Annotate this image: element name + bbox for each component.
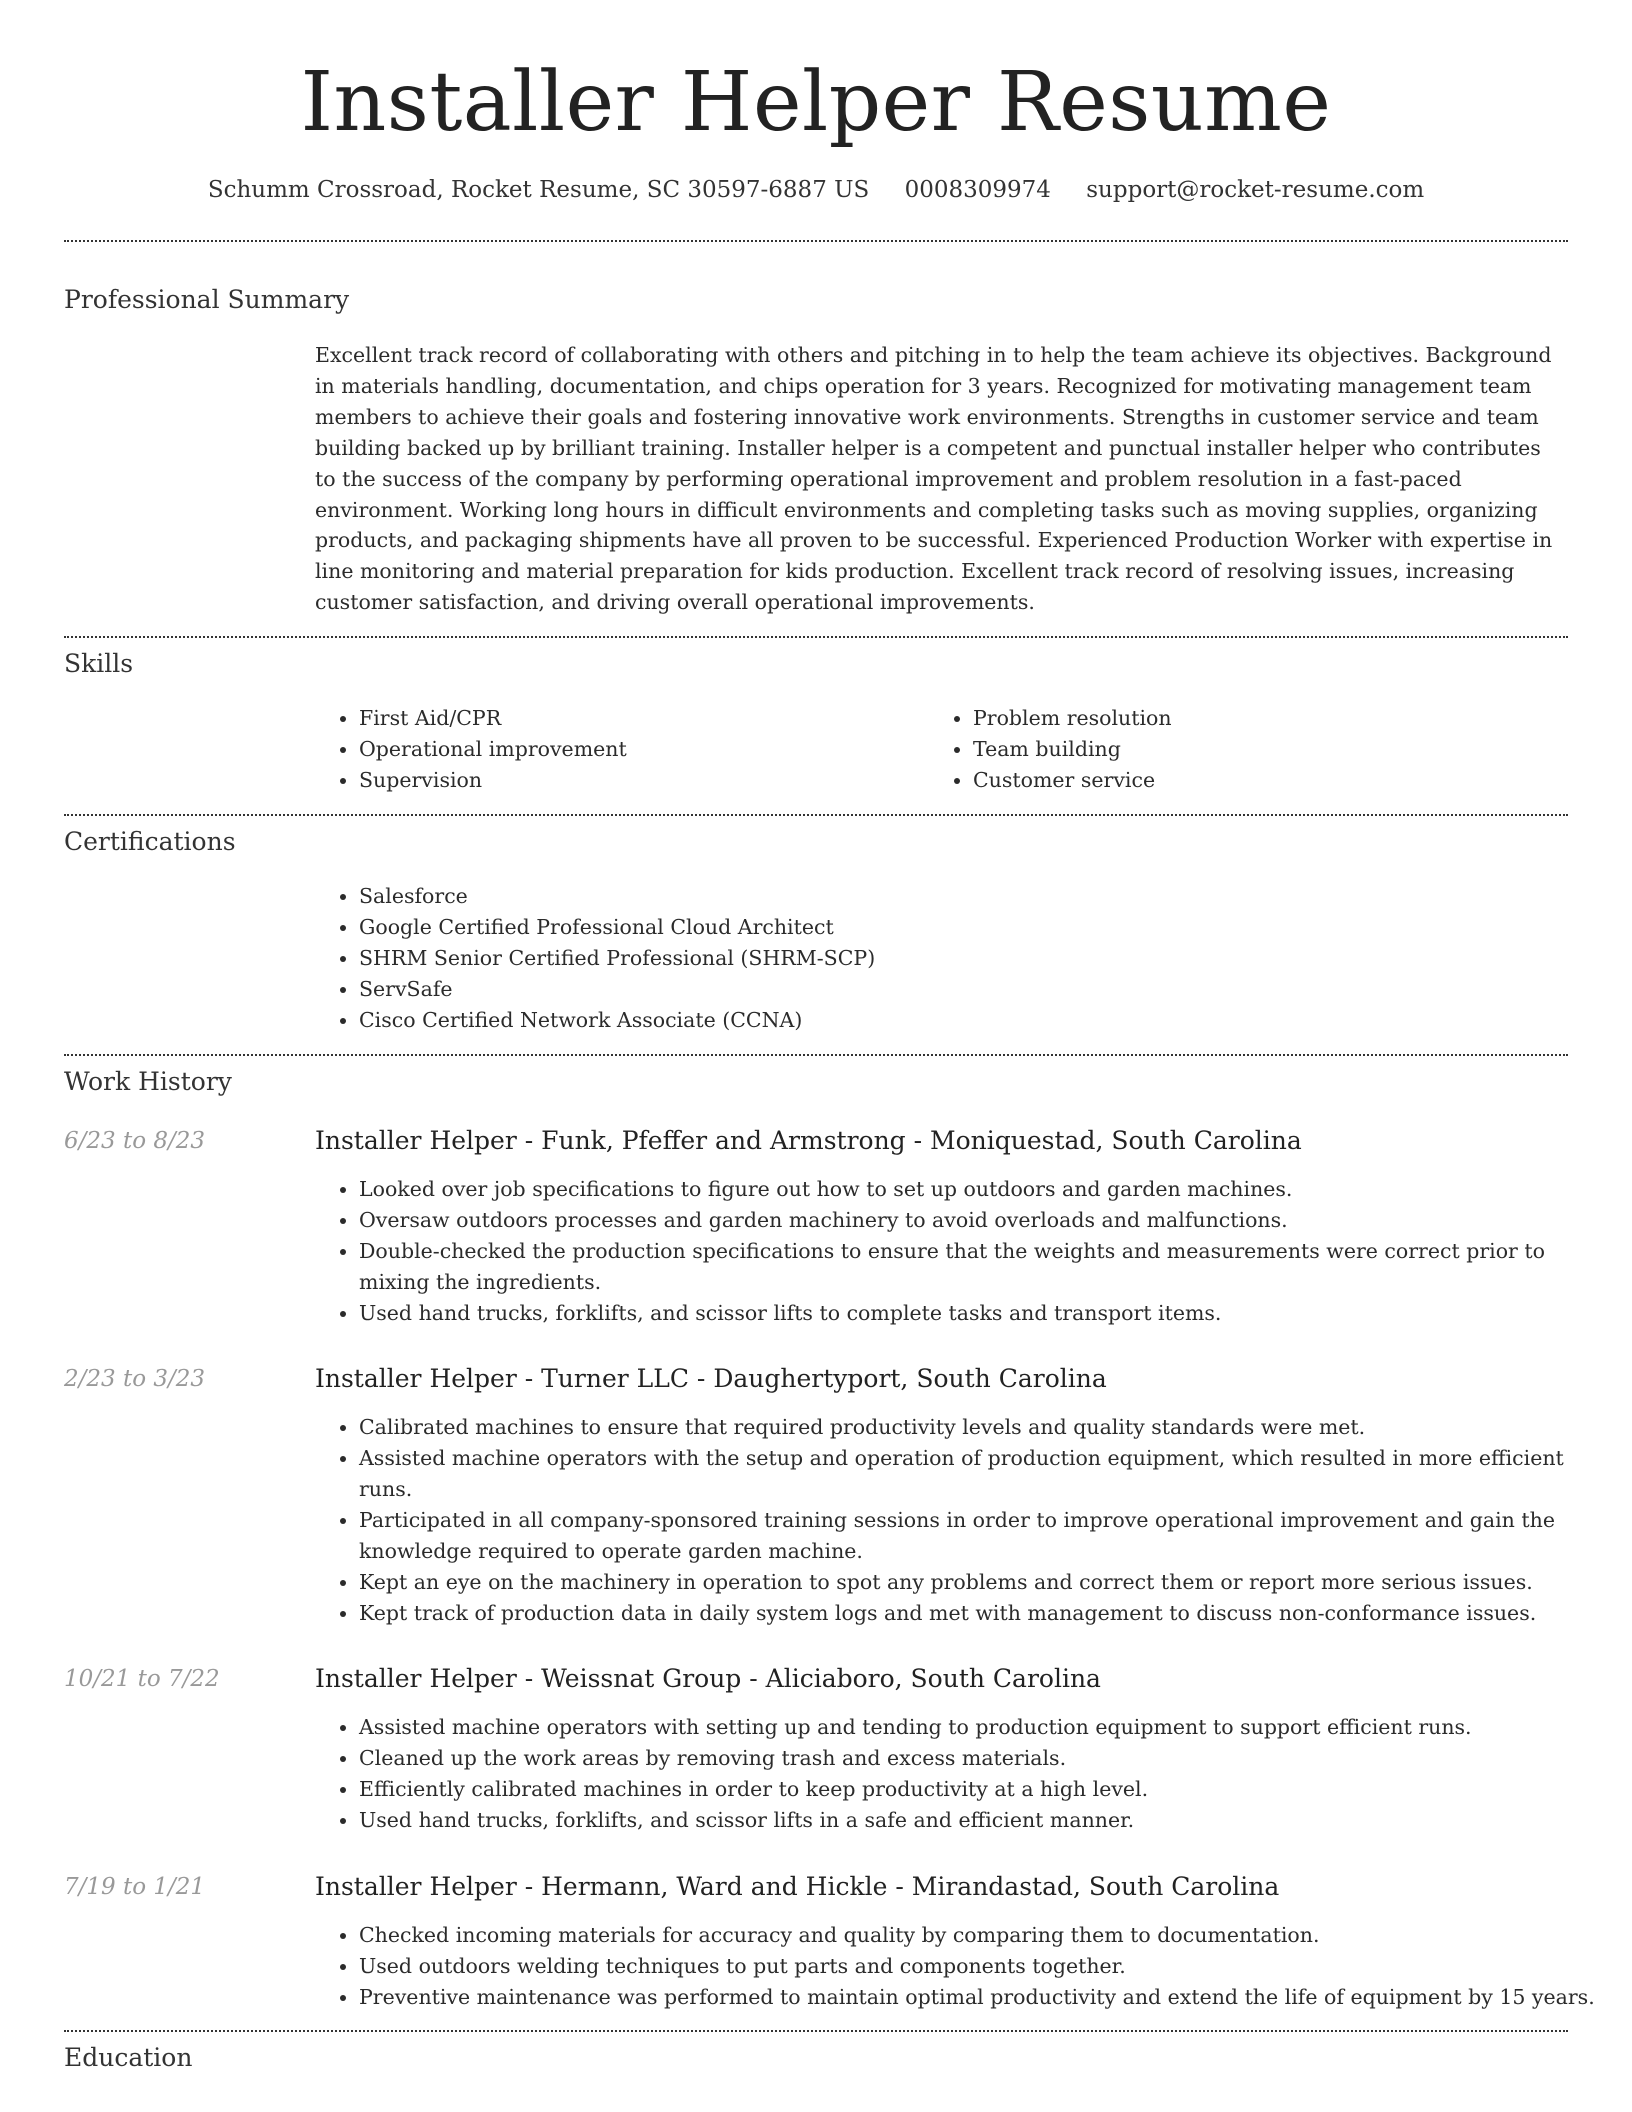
list-item: • Team building <box>973 734 1573 765</box>
list-item: • First Aid/CPR <box>359 703 919 734</box>
job-title: Installer Helper - Weissnat Group - Aliciaboro, South Carolina <box>315 1664 1101 1693</box>
list-item: • Efficiently calibrated machines in order to keep productivity at a high level. <box>359 1774 1609 1805</box>
section-heading-work-history: Work History <box>64 1067 232 1096</box>
section-heading-certifications: Certifications <box>64 827 236 856</box>
contact-email[interactable]: support@rocket-resume.com <box>1086 177 1425 203</box>
list-item: • Checked incoming materials for accuracy and quality by comparing them to documentation. <box>359 1920 1609 1951</box>
job-title: Installer Helper - Hermann, Ward and Hickle - Mirandastad, South Carolina <box>315 1872 1280 1901</box>
list-item: • Calibrated machines to ensure that required productivity levels and quality standards were met. <box>359 1412 1609 1443</box>
job-duties-list <box>315 1412 1609 1629</box>
contact-line <box>0 170 1632 210</box>
job-dates: 7/19 to 1/21 <box>64 1874 206 1900</box>
list-item: • Used outdoors welding techniques to put parts and components together. <box>359 1951 1609 1982</box>
skills-list-right <box>929 703 1573 796</box>
list-item: • Assisted machine operators with setting up and tending to production equipment to support efficient runs. <box>359 1712 1609 1743</box>
divider <box>64 814 1568 816</box>
job-duties-list <box>315 1174 1609 1329</box>
section-heading-skills: Skills <box>64 649 134 678</box>
list-item: • ServSafe <box>359 974 1609 1005</box>
certifications-list <box>315 881 1609 1036</box>
section-heading-summary: Professional Summary <box>64 285 350 314</box>
list-item: • Kept an eye on the machinery in operation to spot any problems and correct them or report more serious issues. <box>359 1567 1609 1598</box>
skills-list-left <box>315 703 919 796</box>
list-item: • Cisco Certified Network Associate (CCNA) <box>359 1005 1609 1036</box>
list-item: • Participated in all company-sponsored training sessions in order to improve operational improvement and gain the knowledge required to operate garden machine. <box>359 1505 1609 1567</box>
list-item: • Operational improvement <box>359 734 919 765</box>
contact-phone: 0008309974 <box>904 177 1051 203</box>
list-item: • Oversaw outdoors processes and garden machinery to avoid overloads and malfunctions. <box>359 1205 1609 1236</box>
list-item: • Google Certified Professional Cloud Architect <box>359 912 1609 943</box>
list-item: • Used hand trucks, forklifts, and scissor lifts to complete tasks and transport items. <box>359 1298 1609 1329</box>
job-title: Installer Helper - Turner LLC - Daughertyport, South Carolina <box>315 1364 1107 1393</box>
section-heading-education: Education <box>64 2043 193 2072</box>
list-item: • Used hand trucks, forklifts, and scissor lifts in a safe and efficient manner. <box>359 1805 1609 1836</box>
resume-title: Installer Helper Resume <box>300 55 1332 150</box>
list-item: • Salesforce <box>359 881 1609 912</box>
list-item: • Cleaned up the work areas by removing trash and excess materials. <box>359 1743 1609 1774</box>
job-duties-list <box>315 1920 1609 2013</box>
list-item: • Kept track of production data in daily system logs and met with management to discuss non-conformance issues. <box>359 1598 1609 1629</box>
job-duties-list <box>315 1712 1609 1836</box>
job-dates: 2/23 to 3/23 <box>64 1366 206 1392</box>
summary-text: Excellent track record of collaborating with others and pitching in to help the team achieve its objectives. Background in materials handling, documentation, and chips operation for 3 years. Recognized for motivating management team members to achieve their goals and fostering innovative work environments. Strengths in customer service and team building backed up by brilliant training. Installer helper is a competent and punctual installer helper who contributes to the success of the company by performing operational improvement and problem resolution in a fast-paced environment. Working long hours in difficult environments and completing tasks such as moving supplies, organizing products, and packaging shipments have all proven to be successful. Experienced Production Worker with expertise in line monitoring and material preparation for kids production. Excellent track record of resolving issues, increasing customer satisfaction, and driving overall operational improvements. <box>315 343 1553 615</box>
divider <box>64 2030 1568 2032</box>
job-dates: 10/21 to 7/22 <box>64 1666 220 1692</box>
job-title: Installer Helper - Funk, Pfeffer and Armstrong - Moniquestad, South Carolina <box>315 1126 1302 1155</box>
divider <box>64 240 1568 242</box>
list-item: • Looked over job specifications to figure out how to set up outdoors and garden machines. <box>359 1174 1609 1205</box>
list-item: • Problem resolution <box>973 703 1573 734</box>
list-item: • Preventive maintenance was performed to maintain optimal productivity and extend the life of equipment by 15 years. <box>359 1982 1609 2013</box>
job-dates: 6/23 to 8/23 <box>64 1128 206 1154</box>
list-item: • Supervision <box>359 765 919 796</box>
divider <box>64 1054 1568 1056</box>
list-item: • Assisted machine operators with the setup and operation of production equipment, which resulted in more efficient runs. <box>359 1443 1609 1505</box>
list-item: • Double-checked the production specifications to ensure that the weights and measurements were correct prior to mixing the ingredients. <box>359 1236 1609 1298</box>
contact-address: Schumm Crossroad, Rocket Resume, SC 30597-6887 US <box>207 177 870 203</box>
divider <box>64 636 1568 638</box>
list-item: • Customer service <box>973 765 1573 796</box>
list-item: • SHRM Senior Certified Professional (SHRM-SCP) <box>359 943 1609 974</box>
